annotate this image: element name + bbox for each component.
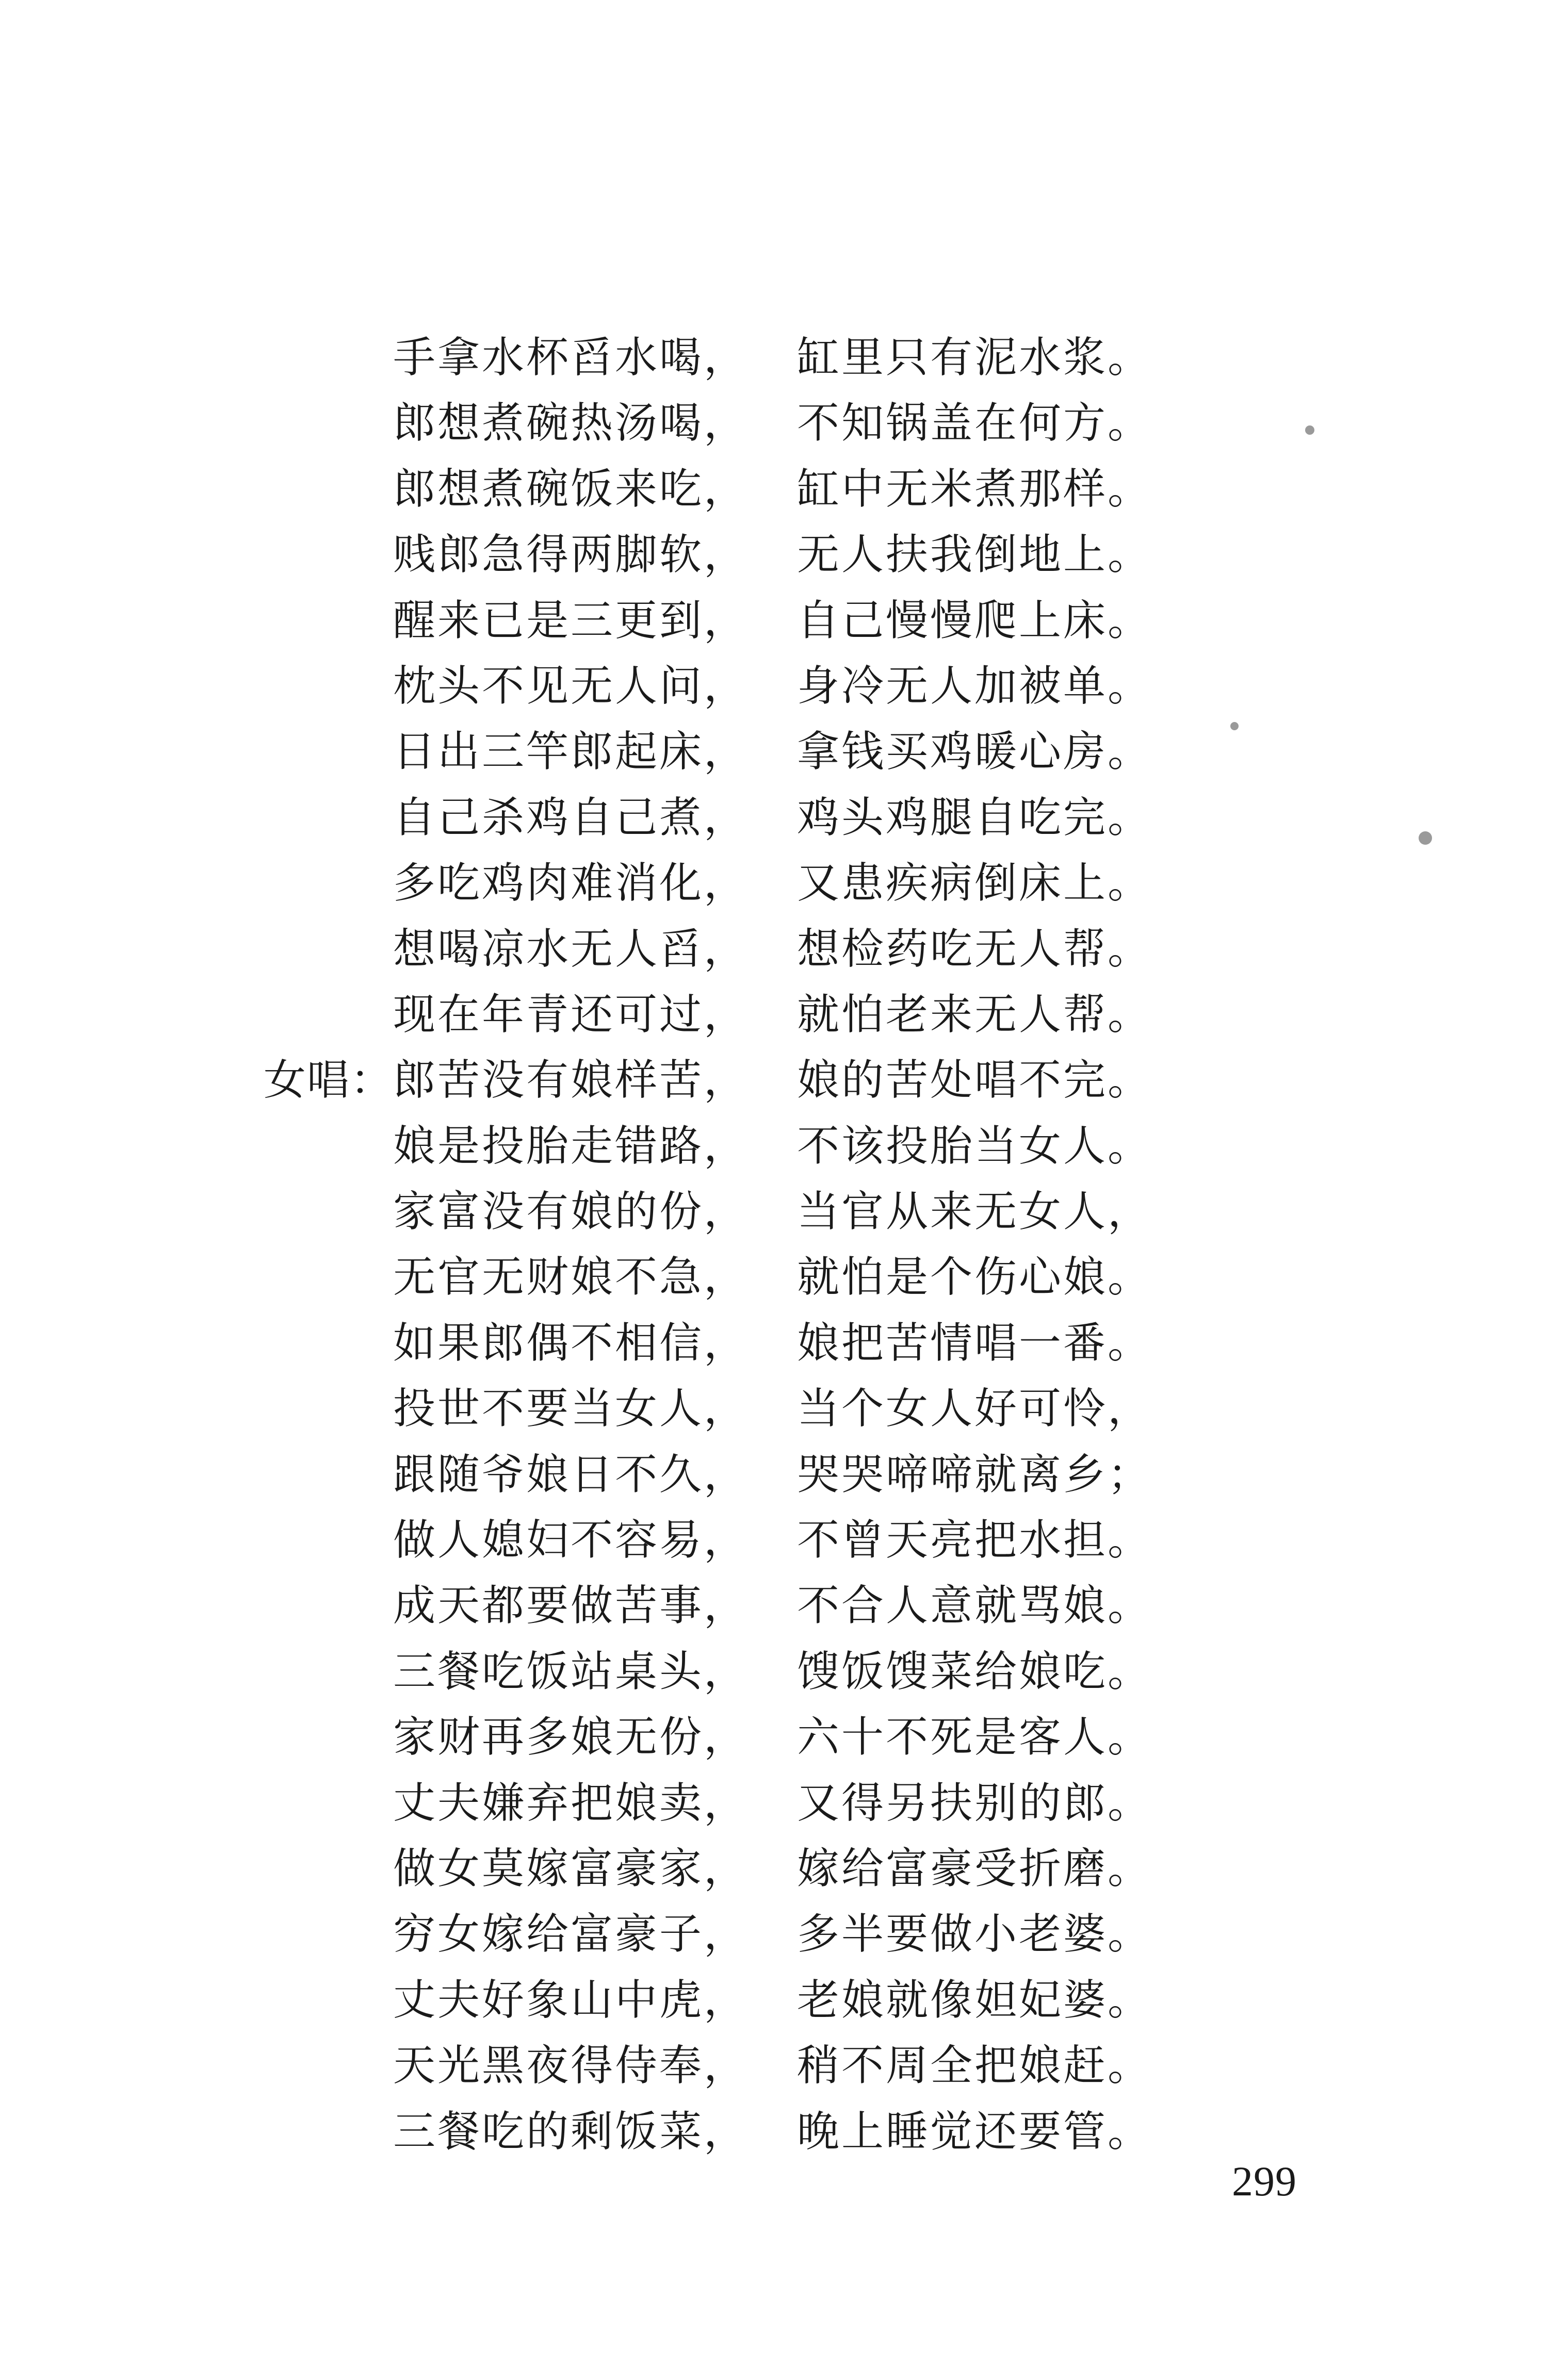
- page-number: 299: [1232, 2158, 1297, 2205]
- verse-second-half: 拿钱买鸡暖心房。: [797, 727, 1152, 777]
- scan-speck: [1305, 425, 1314, 435]
- verse-first-half: 枕头不见无人问，: [393, 661, 749, 711]
- verse-line: [0, 1704, 1545, 1770]
- verse-first-half: 做女莫嫁富豪家，: [393, 1844, 749, 1893]
- verse-line: [0, 850, 1545, 916]
- verse-second-half: 不该投胎当女人。: [797, 1121, 1152, 1171]
- verse-line: [0, 588, 1545, 653]
- verse-second-half: 缸中无米煮那样。: [797, 464, 1152, 514]
- verse-line: [0, 719, 1545, 784]
- verse-line: [0, 2099, 1545, 2164]
- verse-line: [0, 1639, 1545, 1704]
- verse-first-half: 手拿水杯舀水喝，: [393, 333, 749, 382]
- verse-first-half: 投世不要当女人，: [393, 1384, 749, 1434]
- verse-first-half: 贱郎急得两脚软，: [393, 530, 749, 580]
- verse-line: [0, 1967, 1545, 2033]
- verse-second-half: 不合人意就骂娘。: [797, 1581, 1152, 1631]
- verse-first-half: 家财再多娘无份，: [393, 1713, 749, 1762]
- verse-first-half: 丈夫好象山中虎，: [393, 1975, 749, 2025]
- verse-second-half: 娘的苦处唱不完。: [797, 1056, 1152, 1105]
- verse-second-half: 老娘就像妲妃婆。: [797, 1975, 1152, 2025]
- verse-line: [0, 456, 1545, 522]
- verse-line: [0, 653, 1545, 719]
- verse-second-half: 哭哭啼啼就离乡；: [797, 1450, 1152, 1499]
- verse-second-half: 想检药吃无人帮。: [797, 924, 1152, 974]
- verse-first-half: 想喝凉水无人舀，: [393, 924, 749, 974]
- verse-first-half: 郎想煮碗热汤喝，: [393, 399, 749, 448]
- verse-first-half: 现在年青还可过，: [393, 990, 749, 1039]
- verse-second-half: 娘把苦情唱一番。: [797, 1318, 1152, 1368]
- verse-first-half: 成天都要做苦事，: [393, 1581, 749, 1631]
- verse-line: [0, 916, 1545, 982]
- verse-second-half: 身冷无人加被单。: [797, 661, 1152, 711]
- verse-line: [0, 1507, 1545, 1573]
- verse-second-half: 馊饭馊菜给娘吃。: [797, 1647, 1152, 1696]
- verse-line: [0, 982, 1545, 1047]
- verse-first-half: 跟随爷娘日不久，: [393, 1450, 749, 1499]
- verse-first-half: 三餐吃饭站桌头，: [393, 1647, 749, 1696]
- verse-line: [0, 325, 1545, 390]
- verse-first-half: 穷女嫁给富豪子，: [393, 1910, 749, 1959]
- verse-second-half: 不曾天亮把水担。: [797, 1516, 1152, 1565]
- verse-second-half: 嫁给富豪受折磨。: [797, 1844, 1152, 1893]
- verse-line: [0, 1113, 1545, 1179]
- verse-first-half: 娘是投胎走错路，: [393, 1121, 749, 1171]
- verse-first-half: 无官无财娘不急，: [393, 1253, 749, 1302]
- scan-speck: [1230, 722, 1239, 730]
- verse-first-half: 丈夫嫌弃把娘卖，: [393, 1778, 749, 1828]
- scan-speck: [1419, 831, 1432, 845]
- verse-first-half: 郎想煮碗饭来吃，: [393, 464, 749, 514]
- verse-first-half: 三餐吃的剩饭菜，: [393, 2107, 749, 2156]
- verse-second-half: 当官从来无女人，: [797, 1187, 1152, 1237]
- verse-second-half: 就怕是个伤心娘。: [797, 1253, 1152, 1302]
- verse-line: [0, 1901, 1545, 1967]
- verse-second-half: 当个女人好可怜，: [797, 1384, 1152, 1434]
- verse-first-half: 日出三竿郎起床，: [393, 727, 749, 777]
- verse-line: [0, 1573, 1545, 1638]
- verse-second-half: 不知锅盖在何方。: [797, 399, 1152, 448]
- verse-second-half: 自己慢慢爬上床。: [797, 596, 1152, 645]
- verse-second-half: 又得另扶别的郎。: [797, 1778, 1152, 1828]
- verse-first-half: 郎苦没有娘样苦，: [393, 1056, 749, 1105]
- verse-second-half: 无人扶我倒地上。: [797, 530, 1152, 580]
- verse-second-half: 缸里只有泥水浆。: [797, 333, 1152, 382]
- verse-body: [0, 325, 1545, 2164]
- verse-line: [0, 1770, 1545, 1836]
- verse-first-half: 家富没有娘的份，: [393, 1187, 749, 1237]
- verse-line: [0, 1442, 1545, 1507]
- verse-second-half: 就怕老来无人帮。: [797, 990, 1152, 1039]
- verse-first-half: 醒来已是三更到，: [393, 596, 749, 645]
- verse-second-half: 稍不周全把娘赶。: [797, 2041, 1152, 2091]
- verse-line: [0, 1836, 1545, 1901]
- verse-second-half: 又患疾病倒床上。: [797, 859, 1152, 908]
- verse-first-half: 多吃鸡肉难消化，: [393, 859, 749, 908]
- verse-second-half: 鸡头鸡腿自吃完。: [797, 793, 1152, 842]
- verse-first-half: 自己杀鸡自己煮，: [393, 793, 749, 842]
- verse-line: [0, 785, 1545, 850]
- verse-line: [0, 1244, 1545, 1310]
- verse-line: [0, 1310, 1545, 1376]
- verse-second-half: 六十不死是客人。: [797, 1713, 1152, 1762]
- verse-first-half: 如果郎偶不相信，: [393, 1318, 749, 1368]
- verse-first-half: 做人媳妇不容易，: [393, 1516, 749, 1565]
- verse-line: [0, 1047, 1545, 1113]
- verse-line: [0, 390, 1545, 456]
- verse-line: [0, 522, 1545, 587]
- verse-first-half: 天光黑夜得侍奉，: [393, 2041, 749, 2091]
- verse-second-half: 多半要做小老婆。: [797, 1910, 1152, 1959]
- verse-line: [0, 1376, 1545, 1441]
- verse-line: [0, 1179, 1545, 1244]
- speaker-label: 女唱：: [263, 1056, 394, 1105]
- verse-second-half: 晚上睡觉还要管。: [797, 2107, 1152, 2156]
- verse-line: [0, 2033, 1545, 2098]
